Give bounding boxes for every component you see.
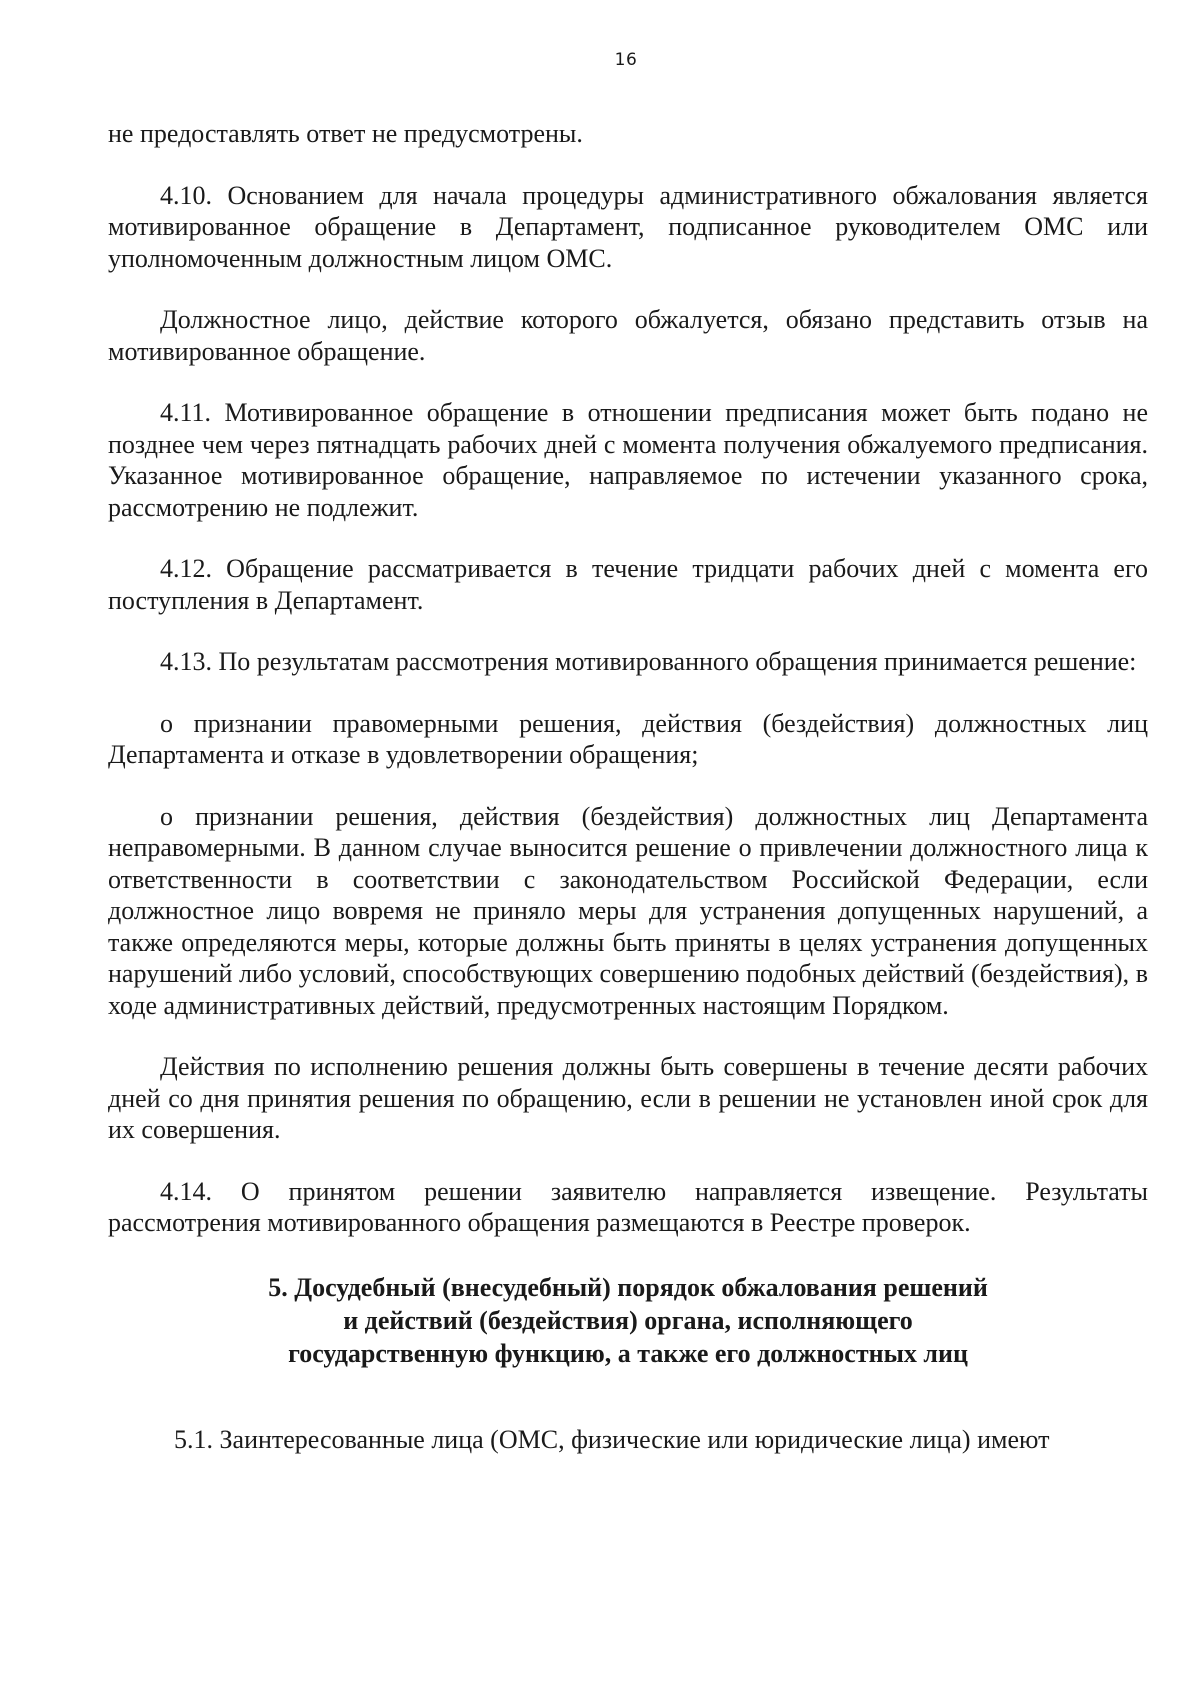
paragraph-execution-term: Действия по исполнению решения должны быть совершены в течение десяти рабочих дней со дня принятия решения по обращению, если в решении не установлен иной срок для их совершения. [108,1052,1148,1144]
section-heading [108,1271,1148,1370]
paragraph-4-12: 4.12. Обращение рассматривается в течение тридцати рабочих дней с момента его поступления в Департамент. [108,554,1148,615]
paragraph-4-14: 4.14. О принятом решении заявителю направляется извещение. Результаты рассмотрения мотивированного обращения размещаются в Реестре проверок. [108,1176,1148,1237]
paragraph-4-13: 4.13. По результатам рассмотрения мотивированного обращения принимается решение: [160,647,1137,676]
paragraph-official-response: Должностное лицо, действие которого обжалуется, обязано представить отзыв на мотивированное обращение. [108,305,1148,366]
section-heading-line-3: государственную функцию, а также его должностных лиц [288,1338,968,1368]
paragraph-4-11: 4.11. Мотивированное обращение в отношении предписания может быть подано не позднее чем через пятнадцать рабочих дней с момента получения обжалуемого предписания. Указанное мотивированное обращение, направляемое по истечении указанного срока, рассмотрению не подлежит. [108,398,1148,522]
paragraph-5-1: 5.1. Заинтересованные лица (ОМС, физические или юридические лица) имеют [174,1424,1050,1454]
paragraph-decision-unlawful: о признании решения, действия (бездействия) должностных лиц Департамента неправомерными. В данном случае выносится решение о привлечении должностного лица к ответственности в соответствии с законодательством Российской Федерации, если должностное лицо вовремя не приняло меры для устранения допущенных нарушений, а также определяются меры, которые должны быть приняты в целях устранения допущенных нарушений либо условий, способствующих совершению подобных действий (бездействия), в ходе административных действий, предусмотренных настоящим Порядком. [108,801,1148,1020]
section-heading-line-1: 5. Досудебный (внесудебный) порядок обжалования решений [268,1272,988,1302]
paragraph-decision-lawful: о признании правомерными решения, действия (бездействия) должностных лиц Департамента и отказе в удовлетворении обращения; [108,708,1148,769]
paragraph-continuation: не предоставлять ответ не предусмотрены. [108,119,583,148]
section-heading-line-2: и действий (бездействия) органа, исполняющего [343,1305,913,1335]
document-body [108,118,1148,1455]
paragraph-4-10: 4.10. Основанием для начала процедуры административного обжалования является мотивированное обращение в Департамент, подписанное руководителем ОМС или уполномоченным должностным лицом ОМС. [108,180,1148,273]
page-number: 16 [614,50,638,70]
